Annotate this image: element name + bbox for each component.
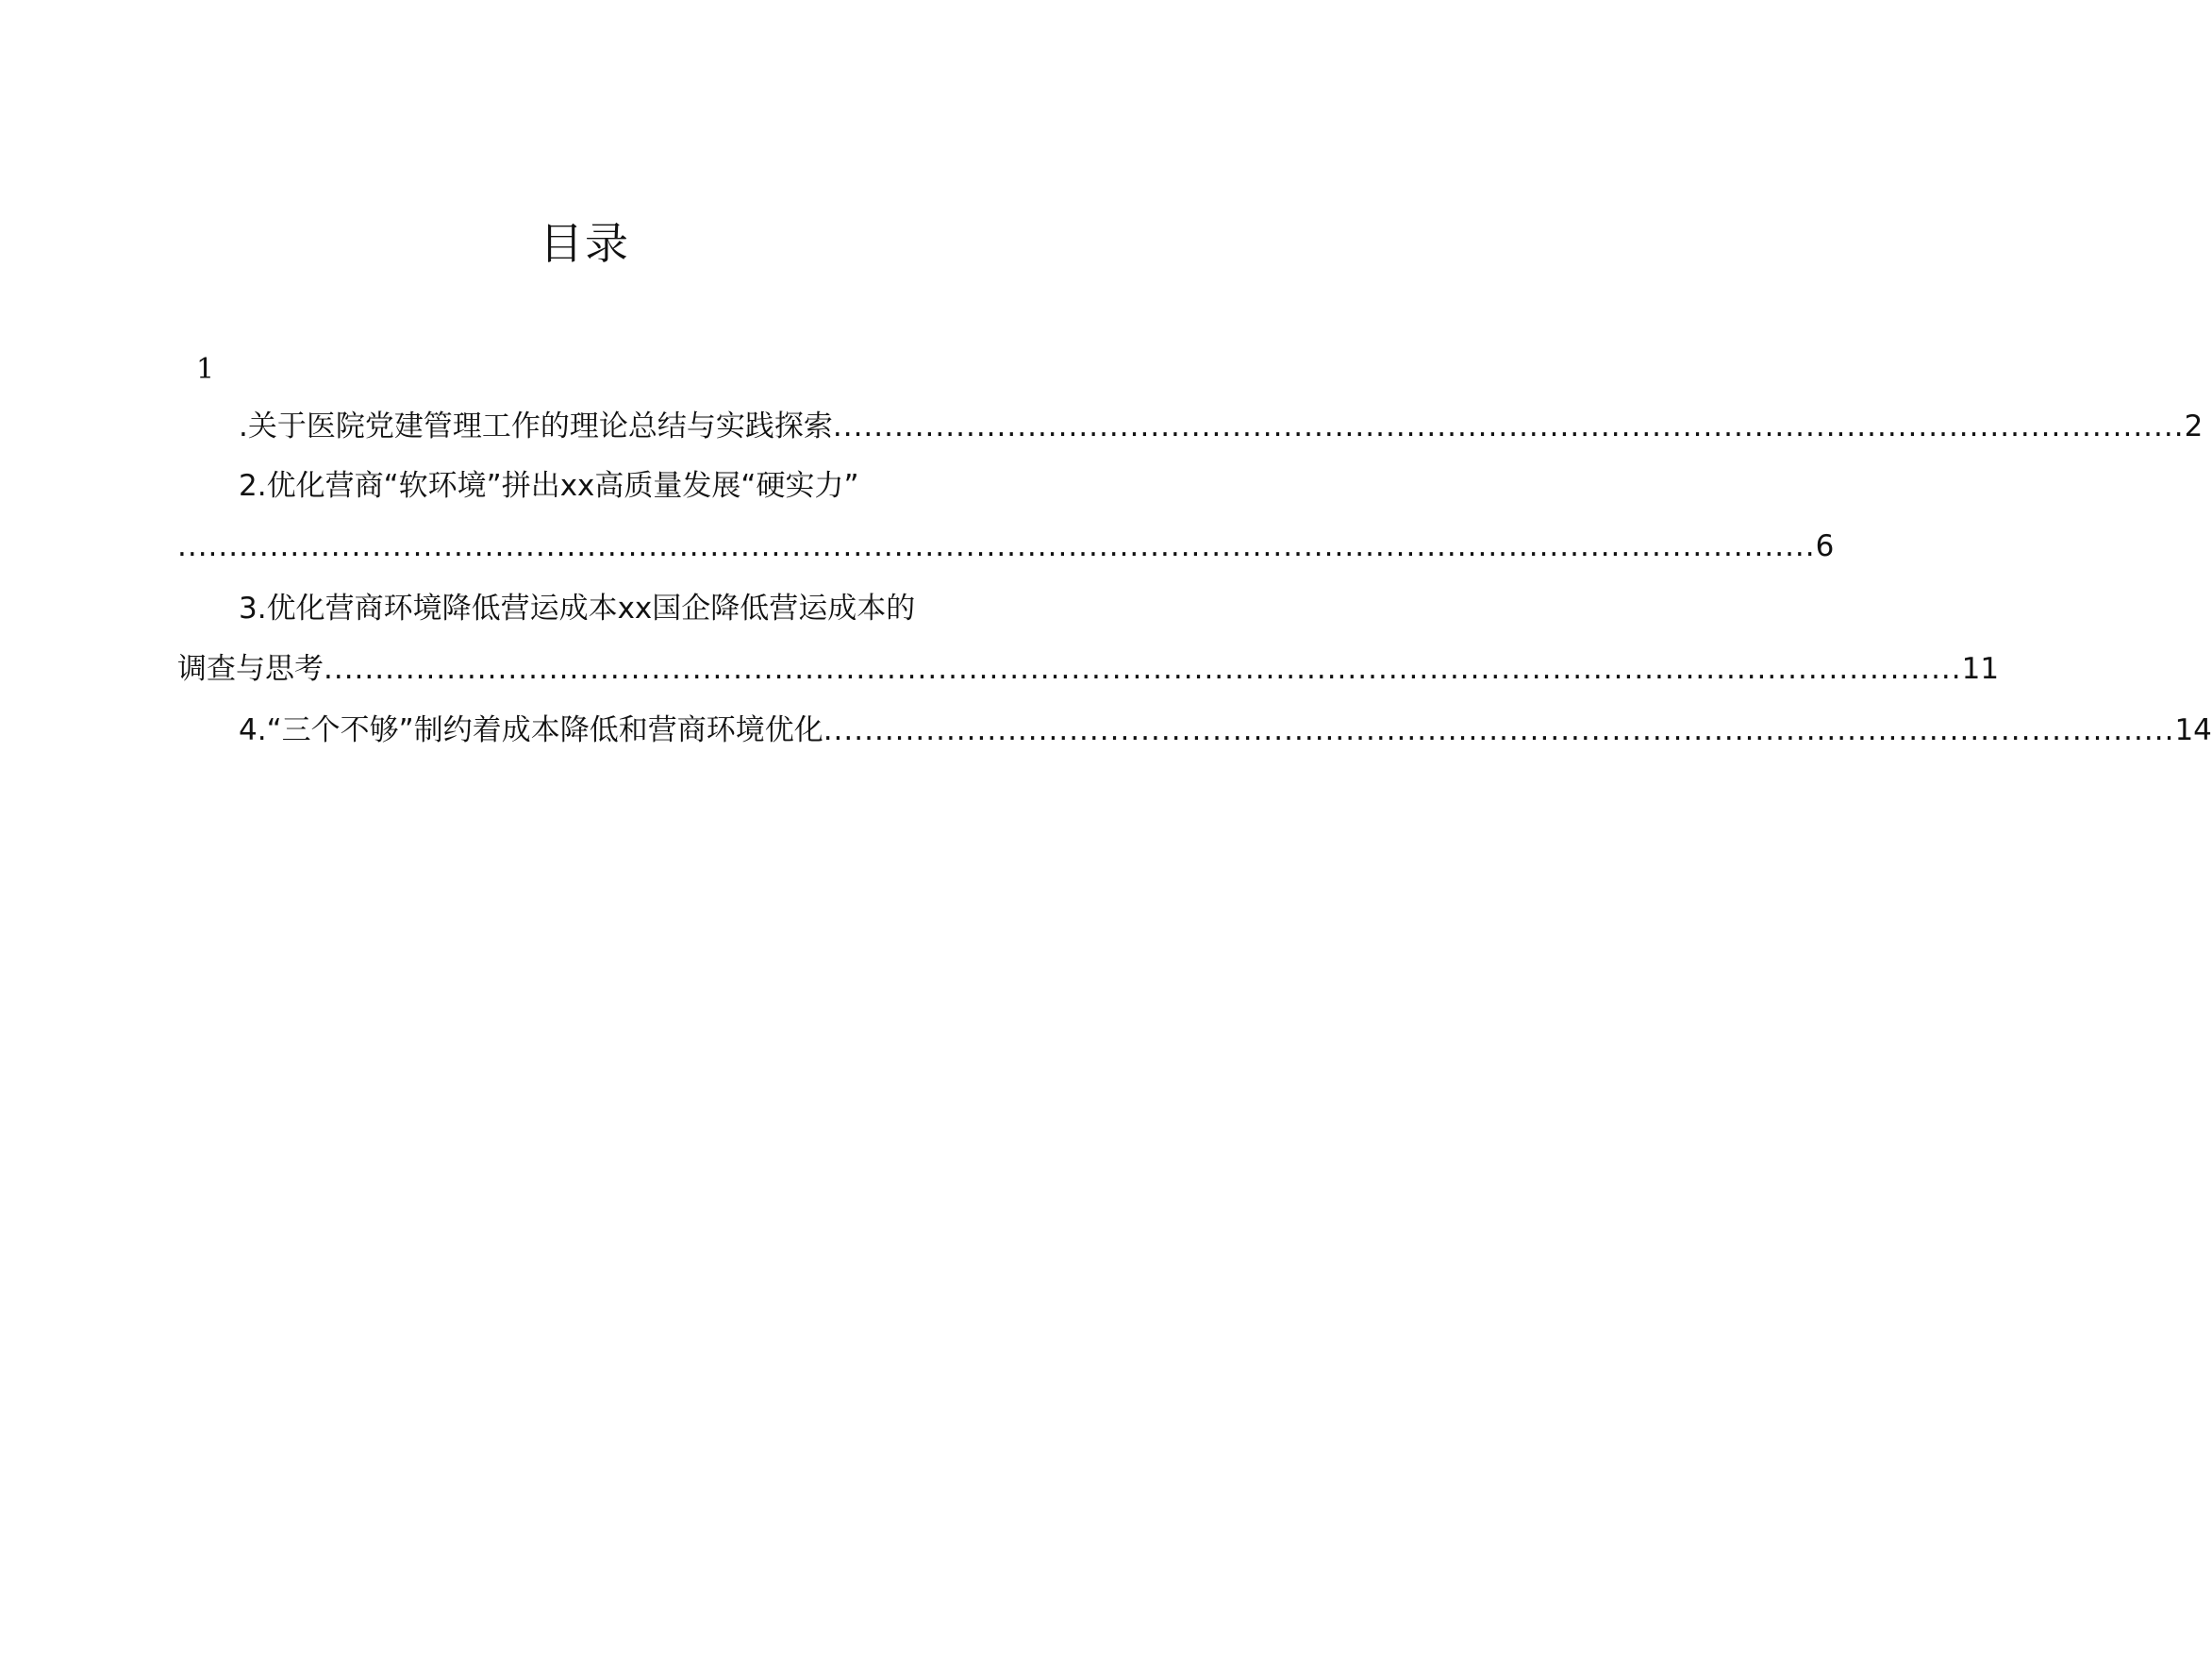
toc-page-number: 6 (1815, 529, 1835, 563)
toc-page-number: 2 (2184, 410, 2204, 443)
stray-number: 1 (196, 353, 215, 386)
toc-entry-3-line-2[interactable] (177, 648, 2000, 690)
toc-entry-text: 3.优化营商环境降低营运成本xx国企降低营运成本的 (239, 592, 916, 626)
toc-entry-text: .关于医院党建管理工作的理论总结与实践探索 (239, 410, 833, 443)
toc-leader-dots: ................................................................................................................................................................ (324, 652, 1962, 686)
toc-entry-2-line-2[interactable] (177, 526, 1835, 567)
toc-entry-text: 2.优化营商“软环境”拼出xx高质量发展“硬实力” (239, 469, 859, 503)
toc-leader-dots: .................................................................................................................................... (823, 713, 2175, 747)
toc-entry-3-line-1[interactable] (239, 588, 915, 629)
toc-leader-dots: ................................................................................................................................................................ (177, 529, 1816, 563)
toc-leader-dots: .................................................................................................................................... (832, 410, 2185, 443)
toc-entry-1-line-1[interactable] (239, 406, 2204, 447)
toc-page-number: 14 (2174, 713, 2212, 747)
toc-entry-4-line-1[interactable] (239, 710, 2212, 751)
toc-entry-2-line-1[interactable] (239, 465, 859, 507)
toc-entry-text: 调查与思考 (177, 652, 324, 686)
toc-entry-text: 4.“三个不够”制约着成本降低和营商环境优化 (239, 713, 823, 747)
page-title: 目录 (540, 218, 630, 269)
toc-page-number: 11 (1961, 652, 2000, 686)
